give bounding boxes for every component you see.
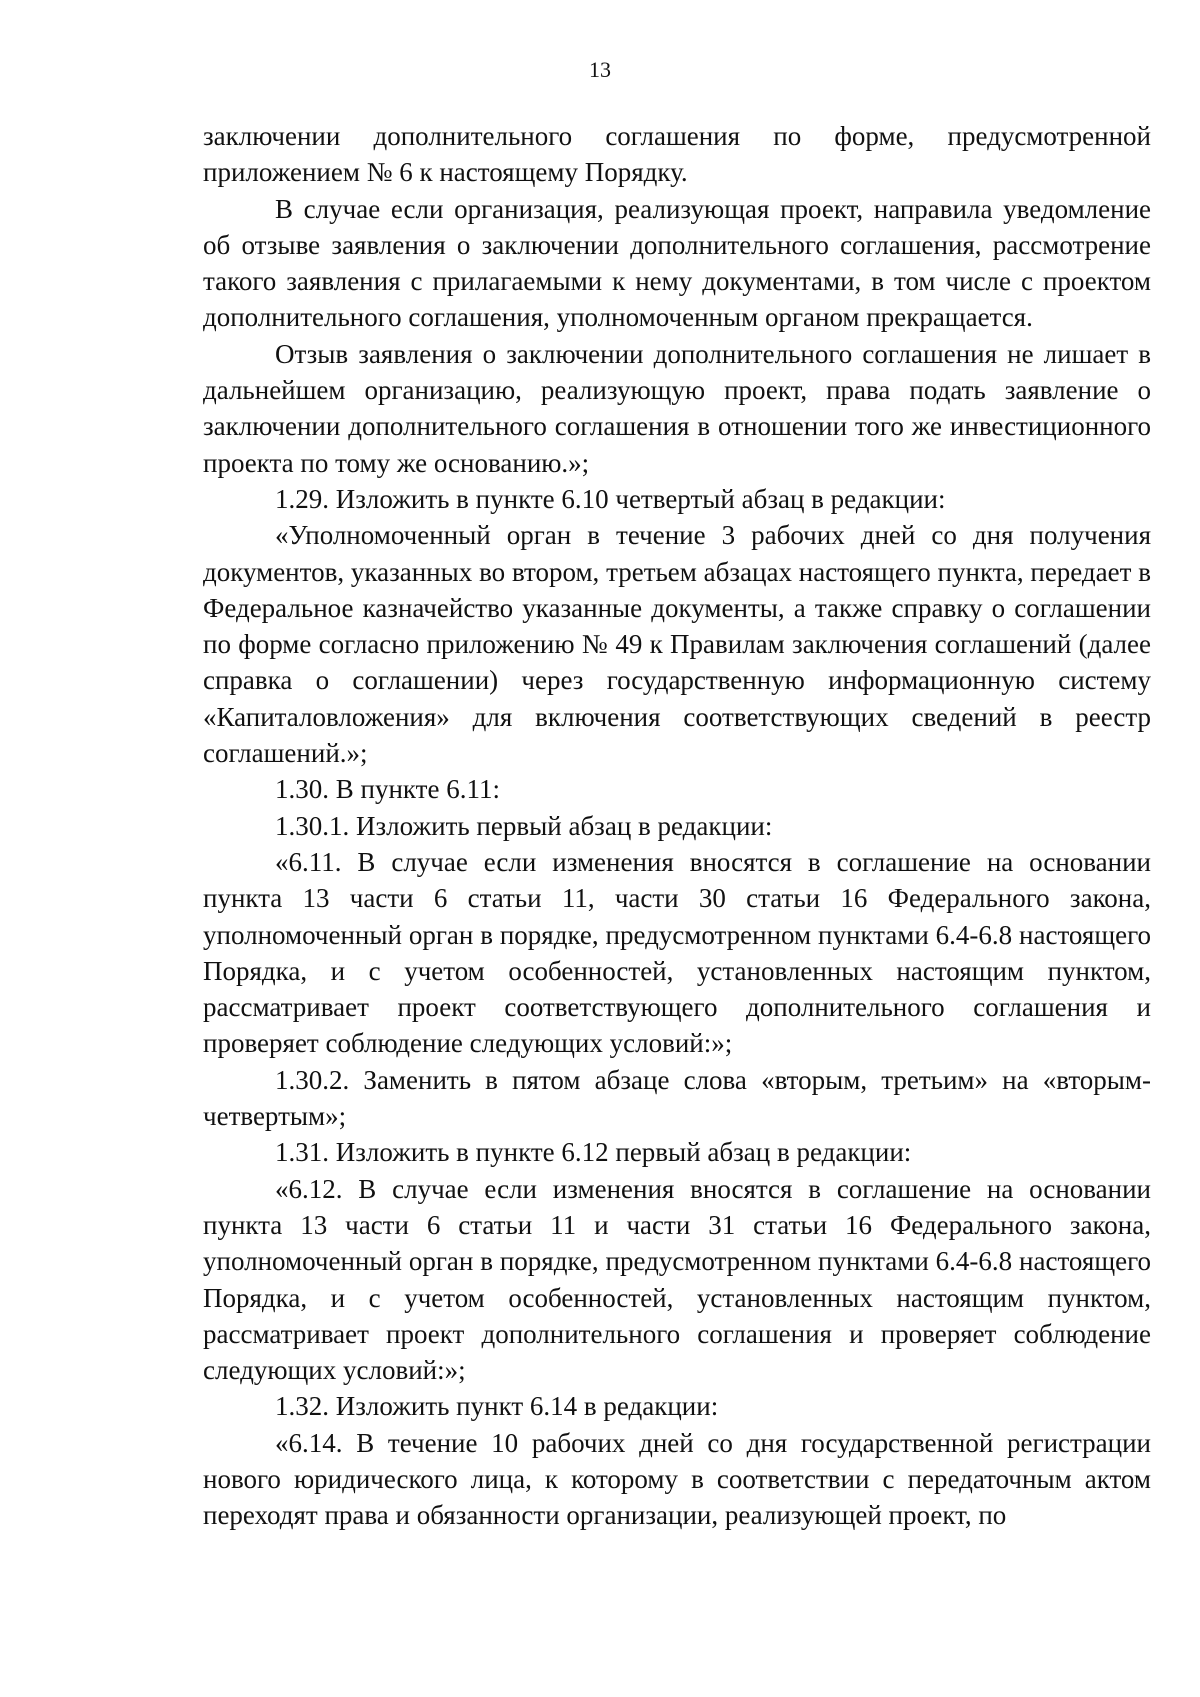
paragraph: 1.30. В пункте 6.11: [275,774,500,805]
paragraph: 1.29. Изложить в пункте 6.10 четвертый абзац в редакции: [275,483,946,514]
page-number: 13 [589,57,611,82]
paragraph: «Уполномоченный орган в течение 3 рабочих дней со дня получения документов, указанных во втором, третьем абзацах настоящего пункта, передает в Федеральное казначейство указанные документы, а также справку о соглашении по форме согласно приложению № 49 к Правилам заключения соглашений (далее справка о соглашении) через государственную информационную систему «Капиталовложения» для включения соответствующих сведений в реестр соглашений.»; [203,520,1151,769]
paragraph: «6.14. В течение 10 рабочих дней со дня государственной регистрации нового юридического лица, к которому в соответствии с передаточным актом переходят права и обязанности организации, реализующей проект, по [203,1427,1151,1531]
paragraph: Отзыв заявления о заключении дополнительного соглашения не лишает в дальнейшем организацию, реализующую проект, права подать заявление о заключении дополнительного соглашения в отношении того же инвестиционного проекта по тому же основанию.»; [203,338,1151,478]
paragraph: 1.31. Изложить в пункте 6.12 первый абзац в редакции: [275,1137,912,1168]
paragraph: В случае если организация, реализующая проект, направила уведомление об отзыве заявления о заключении дополнительного соглашения, рассмотрение такого заявления с прилагаемыми к нему документами, в том числе с проектом дополнительного соглашения, уполномоченным органом прекращается. [203,193,1151,333]
paragraph: заключении дополнительного соглашения по форме, предусмотренной приложением № 6 к настоящему Порядку. [203,121,1151,188]
paragraph: 1.30.1. Изложить первый абзац в редакции: [275,810,773,841]
paragraph: 1.32. Изложить пункт 6.14 в редакции: [275,1391,719,1422]
document-body [203,118,1151,1534]
paragraph: «6.12. В случае если изменения вносятся в соглашение на основании пункта 13 части 6 статьи 11 и части 31 статьи 16 Федерального закона, уполномоченный орган в порядке, предусмотренном пунктами 6.4-6.8 настоящего Порядка, и с учетом особенностей, установленных настоящим пунктом, рассматривает проект дополнительного соглашения и проверяет соблюдение следующих условий:»; [203,1173,1151,1386]
paragraph: 1.30.2. Заменить в пятом абзаце слова «вторым, третьим» на «вторым-четвертым»; [203,1064,1151,1132]
paragraph: «6.11. В случае если изменения вносятся в соглашение на основании пункта 13 части 6 статьи 11, части 30 статьи 16 Федерального закона, уполномоченный орган в порядке, предусмотренном пунктами 6.4-6.8 настоящего Порядка, и с учетом особенностей, установленных настоящим пунктом, рассматривает проект соответствующего дополнительного соглашения и проверяет соблюдение следующих условий:»; [203,846,1151,1059]
